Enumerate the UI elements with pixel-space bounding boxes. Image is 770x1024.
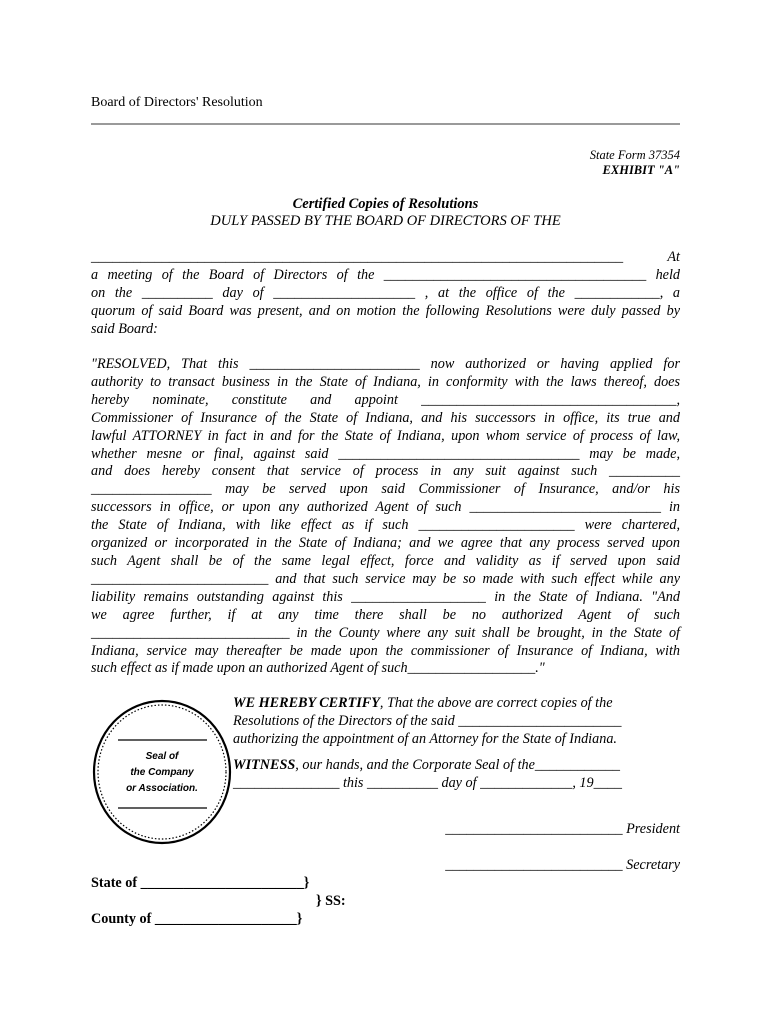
paragraph-line: a meeting of the Board of Directors of the _____________________________________ held [91,266,680,283]
resolution-paragraph [91,356,680,678]
certify-line-2: Resolutions of the Directors of the said _______________________ [233,712,622,729]
county-of-line: County of ____________________} [91,910,303,927]
state-form-number: State Form 37354 [589,148,680,162]
paragraph-line: _________________ may be served upon said Commissioner of Insurance, and/or his [91,481,680,498]
paragraph-line: lawful ATTORNEY in fact in and for the State of Indiana, upon whom service of process of law, [91,427,680,444]
paragraph-line: such Agent shall be of the same legal effect, force and validity as if served upon said [91,552,680,569]
paragraph-line: said Board: [91,320,158,337]
paragraph-line: organized or incorporated in the State of Indiana; and we agree that any process served upon [91,535,680,552]
president-signature-line: _________________________ President [445,821,680,837]
paragraph-line: ____________________________ in the County where any suit shall be brought, in the State of [91,624,680,641]
paragraph-line: such effect as if made upon an authorized Agent of such__________________." [91,660,545,677]
seal-text-line-1: Seal of [145,751,179,762]
certification-block [233,695,653,793]
paragraph-line: "RESOLVED, That this ________________________ now authorized or having applied for [91,356,680,372]
paragraph-line: quorum of said Board was present, and on motion the following Resolutions were duly passed by [91,302,680,319]
document-title [91,196,680,230]
paragraph-line: liability remains outstanding against this ___________________ in the State of Indiana. "And [91,588,680,605]
secretary-signature-line: _________________________ Secretary [445,857,680,873]
paragraph-line: hereby nominate, constitute and appoint ____________________________________, [91,391,680,408]
paragraph-line: _________________________ and that such service may be so made with such effect while any [91,570,680,587]
paragraph-line: and does hereby consent that service of process in any suit against such __________ [91,463,680,480]
title-line-1: Certified Copies of Resolutions [292,196,479,212]
seal-text-line-3: or Association. [126,783,198,794]
document-header-title: Board of Directors' Resolution [91,95,263,110]
corporate-seal [91,698,233,846]
witness-line-1: , our hands, and the Corporate Seal of the____________ [295,756,621,773]
paragraph-line: authority to transact business in the State of Indiana, in conformity with the laws thereof, does [91,373,680,390]
ss-line: } SS: [316,892,346,909]
state-of-line: State of _______________________} [91,875,310,891]
paragraph-line: on the __________ day of ____________________ , at the office of the ____________, a [91,284,680,301]
meeting-paragraph [91,249,680,339]
seal-text-line-2: the Company [130,767,194,778]
certify-lead: WE HEREBY CERTIFY [233,695,380,711]
header-divider [91,123,680,125]
form-identifier [590,148,680,178]
certify-line-3: authorizing the appointment of an Attorney for the State of Indiana. [233,730,617,747]
paragraph-line: whether mesne or final, against said __________________________________ may be made, [91,445,680,462]
title-line-2: DULY PASSED BY THE BOARD OF DIRECTORS OF THE [210,213,561,229]
venue-block [91,875,346,929]
exhibit-label: EXHIBIT "A" [602,163,680,177]
paragraph-line: Indiana, service may thereafter be made upon the commissioner of Insurance of Indiana, with [91,642,680,659]
certify-line-1: , That the above are correct copies of the [379,695,613,711]
paragraph-line: Commissioner of Insurance of the State of Indiana, and his successors in office, its true and [91,409,680,426]
paragraph-line: we agree further, if at any time there shall be no authorized Agent of such [91,606,680,623]
witness-lead: WITNESS [233,756,296,773]
witness-line-2: _______________ this __________ day of _____________, 19____ [233,774,622,791]
paragraph-line: ___________________________________________________________________________ At [91,249,680,265]
paragraph-line: the State of Indiana, with like effect as if such ______________________ were chartered, [91,517,680,534]
paragraph-line: successors in office, or upon any authorized Agent of such ___________________________ in [91,499,680,516]
